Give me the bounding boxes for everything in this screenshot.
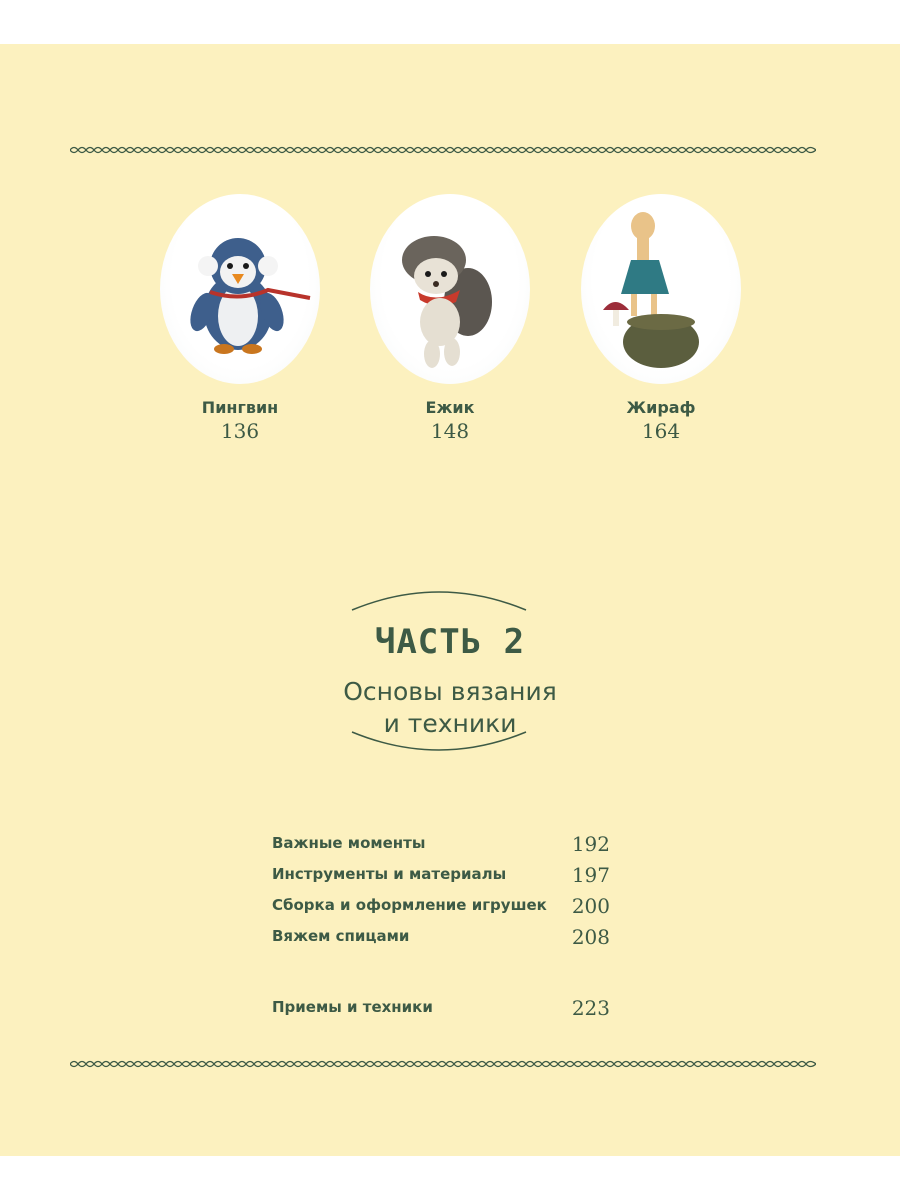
toc-item-tools-and-materials[interactable] xyxy=(272,863,612,889)
giraffe-photo xyxy=(581,194,741,384)
part-subtitle-line-2: и техники xyxy=(383,709,517,738)
toc-item-label: Вяжем спицами xyxy=(272,927,410,945)
decorative-top-rule xyxy=(70,144,816,156)
penguin-page-number: 136 xyxy=(220,419,260,443)
toc-item-page: 197 xyxy=(571,863,610,887)
part-subtitle-line-1: Основы вязания xyxy=(343,677,557,706)
hedgehog-label: Ежик xyxy=(425,398,475,417)
toc-item-label: Сборка и оформление игрушек xyxy=(272,896,547,914)
penguin-entry[interactable] xyxy=(160,194,320,443)
toc-item-label: Инструменты и материалы xyxy=(272,865,507,883)
toc-item-important-points[interactable] xyxy=(272,832,612,858)
decorative-bottom-rule xyxy=(70,1058,816,1070)
toc-item-page: 208 xyxy=(571,925,610,949)
book-page xyxy=(0,44,900,1156)
decorative-top-arc xyxy=(350,582,528,612)
giraffe-label: Жираф xyxy=(626,398,696,417)
toc-item-techniques[interactable] xyxy=(272,996,612,1022)
toc-item-label: Приемы и техники xyxy=(272,998,433,1016)
hedgehog-page-number: 148 xyxy=(430,419,470,443)
hedgehog-entry[interactable] xyxy=(370,194,530,443)
toc-item-page: 192 xyxy=(571,832,610,856)
penguin-label: Пингвин xyxy=(201,398,279,417)
penguin-photo xyxy=(160,194,320,384)
animal-contents xyxy=(0,194,900,454)
giraffe-page-number: 164 xyxy=(641,419,681,443)
toc-item-knitting-needles[interactable] xyxy=(272,925,612,951)
part-title: ЧАСТЬ 2 xyxy=(374,622,526,662)
decorative-bottom-arc xyxy=(350,730,528,760)
hedgehog-photo xyxy=(370,194,530,384)
toc-item-assembly[interactable] xyxy=(272,894,612,920)
toc-item-label: Важные моменты xyxy=(272,834,426,852)
toc-item-page: 200 xyxy=(571,894,610,918)
part-heading xyxy=(0,582,900,772)
giraffe-entry[interactable] xyxy=(581,194,741,443)
toc-item-page: 223 xyxy=(571,996,610,1020)
